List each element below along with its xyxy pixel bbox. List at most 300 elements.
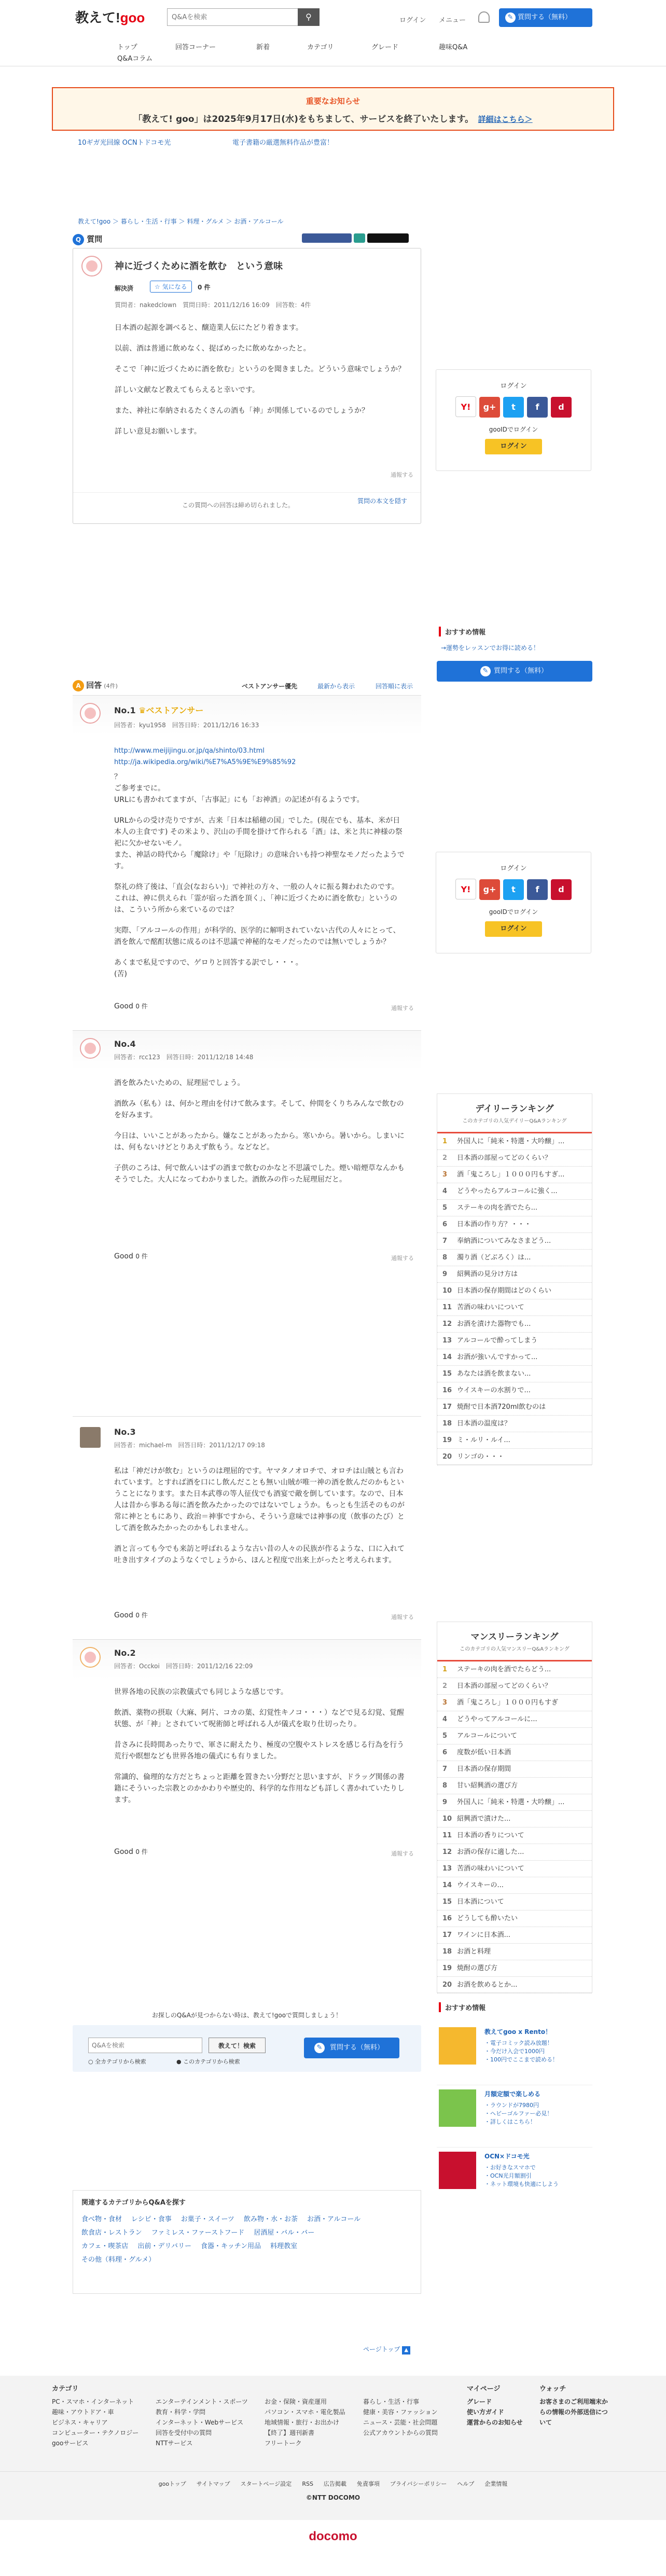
answerer-avatar [80,1038,101,1059]
nav-answer-corner[interactable]: 回答コーナー [175,44,216,51]
answer-paragraph: 常識的、倫理的な方だとちょっと距離を置きたい分野だと思いますが、ドラッグ関係の書籍にそういった宗教とのかかわりや歴史的、科学的な作用なども詳しく書かれていたりします。 [114,1773,405,1804]
answer-paragraph: URLからの受け売りですが、古来「日本は稲穂の国」でした。(現在でも、基本、米が日本人の主食です) その米より、沢山の手間を掛けて作られる「酒」は、米と共に神様の祭祀に欠かせないモノ。 [114,816,403,848]
answer-meta: 回答者：michael-m 回答日時：2011/12/17 09:18 [114,1442,265,1449]
line-share-button[interactable] [354,233,365,243]
footer-bottom-link[interactable]: 免責事項 [356,2481,380,2487]
facebook-login-icon[interactable]: f [527,879,548,900]
rank-number: 10 [442,1815,452,1823]
report-link[interactable]: 通報する [391,1850,414,1857]
ocn-banner [439,2152,476,2189]
ranking-item[interactable] [437,1861,592,1877]
ranking-item[interactable] [437,1316,592,1333]
star-icon: ☆ [155,283,160,290]
rank-number: 9 [442,1270,448,1278]
ranking-item[interactable] [437,1167,592,1183]
good-count: 0 件 [135,1612,148,1619]
notice-detail-link[interactable]: 詳細はこちら＞ [478,115,533,124]
page-top-link[interactable]: ページトップ ▲ [363,2345,410,2355]
ranking-item-label: 酒「鬼ころし」１０００円もすぎ... [457,1171,565,1179]
question-paragraph: また、神社に奉納されるたくさんの酒も「神」が関係しているのでしょうか？ [115,407,369,415]
rank-number: 10 [442,1287,452,1295]
answer-header [73,1640,421,1679]
docomo-login-icon[interactable]: d [551,397,572,418]
category-link[interactable]: お菓子・スイーツ [181,2215,234,2223]
twitter-login-icon[interactable]: t [503,397,524,418]
good-label: Good [114,1848,133,1856]
recommend-heading: おすすめ情報 [439,627,485,636]
footer-category-link[interactable]: 【終了】週刊新書 [265,2429,315,2436]
google-login-icon[interactable]: g+ [479,879,500,900]
login-link[interactable]: ログイン [399,17,426,24]
footer-bottom-link[interactable]: RSS [302,2481,313,2487]
ranking-item[interactable] [437,1960,592,1977]
ranking-item[interactable] [437,1416,592,1432]
login-button[interactable]: ログイン [485,921,542,937]
rank-number: 15 [442,1898,452,1906]
yahoo-login-icon[interactable]: Y! [455,396,476,417]
ranking-item[interactable] [437,1283,592,1299]
rank-number: 5 [442,1204,448,1212]
footer-mypage[interactable]: マイページ [467,2385,501,2393]
ranking-item-label: お酒を漬けた器物でも... [457,1320,531,1328]
ranking-item-label: 苦酒の味わいについて [457,1304,524,1311]
answer-body [114,771,405,989]
question-title: 神に近づくために酒を飲む という意味 [115,261,283,272]
daily-ranking-subtitle: このカテゴリの人気デイリーQ&Aランキング [462,1118,567,1124]
answer-paragraph: あくまで私見ですので、ゲロりと回答する訳でし・・・。 [114,959,303,967]
footer-category-link[interactable]: 教育・科学・学問 [156,2408,206,2416]
ranking-item-label: どうやってアルコールに... [457,1715,537,1723]
footer-category-link[interactable]: フリートーク [265,2440,302,2447]
rank-number: 13 [442,1865,452,1873]
recommend-item-lines: ・ラウンドが7980円 ・ヘビーゴルファー必見！ ・詳しくはこちら！ [484,2102,553,2125]
cta-search-input[interactable] [88,2038,202,2053]
answer-paragraph: 酒飲み（私も）は、何かと理由を付けて飲みます。そして、仲間をくりちみんなで飲むのを好みます。 [114,1100,404,1119]
footer-category-link[interactable]: 地域情報・旅行・お出かけ [265,2419,340,2426]
rank-number: 17 [442,1403,452,1411]
ranking-item-label: ウイスキーの... [457,1881,504,1889]
ranking-item[interactable] [437,1877,592,1894]
category-link[interactable]: その他（料理・グルメ） [81,2256,156,2264]
ranking-item[interactable] [437,1366,592,1382]
rank-number: 7 [442,1237,448,1245]
good-count: 0 件 [135,1003,148,1010]
ranking-item[interactable] [437,1811,592,1827]
answer-paragraph: 私は「神だけが飲む」というのは理屈的です。ヤマタノオロチで、オロチは山賊とも言われています。とすれば酒を口にし飲んだことも無い山賊が唯一神の酒を飲んだのかもということになります。また日本武尊の等人征伐でも酒宴で敵を倒しています。なので、日本人は昔から事ある毎に酒を飲みたかったのではないでしょうか。もっとも生活そのものが常に神とともにあり、政治＝神事ですから、そういう意味では神事の度（飲事のたび）として酒を飲みたかったのかもしれません。 [114,1467,405,1532]
pencil-icon: ✎ [505,12,516,23]
answer-paragraph: 子供のころは、何で飲んいはずの酒まで飲むのかなと不思議でした。煙い暗煙草なんかもそうでした。大人になってわかりました。酒飲みの作った屁理屈だと。 [114,1164,405,1184]
footer-category-link[interactable]: PC・スマホ・インターネット [52,2398,134,2405]
answer-body [114,1686,405,1815]
category-link[interactable]: レシピ・食事 [131,2215,172,2223]
answerer-avatar [80,1647,101,1668]
footer-bottom-link[interactable]: サイトマップ [196,2481,230,2487]
ranking-item[interactable] [437,1695,592,1711]
ranking-item[interactable] [437,1894,592,1910]
search-icon: ⚲ [306,12,312,22]
category-link[interactable]: 飲み物・水・お茶 [243,2215,298,2223]
ranking-item-label: リンゴの・・・ [457,1453,505,1461]
footer-category-link[interactable]: 暮らし・生活・行事 [363,2398,420,2405]
ranking-item[interactable] [437,1794,592,1811]
facebook-login-icon[interactable]: f [527,397,548,418]
good-label: Good [114,1252,133,1261]
footer-bottom-link[interactable]: ヘルプ [457,2481,475,2487]
footer-category-link[interactable]: ビジネス・キャリア [52,2419,108,2426]
rank-number: 2 [442,1154,448,1162]
footer-watch[interactable]: ウォッチ [539,2385,566,2393]
facebook-like-button[interactable] [302,233,352,243]
ranking-item-label: 紹興酒で漬けた... [457,1815,511,1823]
rank-number: 6 [442,1221,448,1228]
rank-number: 19 [442,1964,452,1972]
recommend-item-title: 教えてgoo x Rento！ [484,2028,552,2035]
ranking-item[interactable] [437,1233,592,1250]
footer-category-link[interactable]: 回答を受付中の質問 [156,2429,212,2436]
category-link[interactable]: 飲食店・レストラン [81,2229,142,2237]
rank-number: 12 [442,1320,452,1328]
category-link[interactable]: ファミレス・ファーストフード [151,2229,245,2237]
ranking-item-label: 奉納酒についてみなさまどう... [457,1237,551,1245]
site-footer [0,2376,666,2576]
rank-number: 4 [442,1187,448,1195]
answer-paragraph: 実際、「アルコールの作用」が科学的、医学的に解明されていない古代の人々にとって、酒を飲んで酩酊状態に成るのは不思議で神秘的なモノだったのでは無いでしょうか？ [114,926,400,946]
google-login-icon[interactable]: g+ [479,397,500,418]
footer-category-link[interactable]: エンターテインメント・スポーツ [156,2398,248,2405]
rank-number: 17 [442,1931,452,1939]
question-meta: 質問者：nakedclown 質問日時：2011/12/16 16:09 回答数：4件 [115,301,311,309]
ranking-item[interactable] [437,1711,592,1728]
x-post-button[interactable] [367,233,409,243]
ranking-item[interactable] [437,1927,592,1944]
ranking-item[interactable] [437,1449,592,1465]
ranking-item[interactable] [437,1678,592,1695]
good-button[interactable] [114,1252,148,1261]
ranking-item-label: 日本酒の香りについて [457,1832,524,1839]
ranking-item[interactable] [437,1133,592,1150]
ranking-item[interactable] [437,1216,592,1233]
ranking-item[interactable] [437,1761,592,1778]
goo-id-login-label: gooIDでログイン [489,908,538,916]
breadcrumb[interactable]: 教えて!goo ＞ 暮らし・生活・行事 ＞ 料理・グルメ ＞ お酒・アルコール [78,218,284,225]
ranking-item[interactable] [437,1399,592,1416]
ranking-item-label: 日本酒の保存期間 [457,1765,511,1773]
question-heading: Q 質問 [73,233,102,245]
sort-newest[interactable]: 最新から表示 [317,683,355,690]
related-categories [73,2190,421,2294]
ranking-item-label: 日本酒の作り方？・・・ [457,1221,532,1228]
favorite-count: 0 件 [198,284,211,291]
question-body [115,322,405,447]
answer-item [73,1416,421,1629]
ranking-item-label: 濁り酒（どぶろく）は... [457,1254,531,1262]
sidebar-ask-button[interactable]: ✎ 質問する（無料） [437,661,592,682]
ranking-item[interactable] [437,1977,592,1993]
ask-question-button[interactable]: ✎ 質問する（無料） [499,8,592,27]
ranking-item-label: どうやったらアルコールに強く... [457,1187,558,1195]
ranking-item-label: 日本酒の部屋ってどのくらい？ [457,1154,552,1162]
rank-number: 3 [442,1171,448,1179]
recommend-item[interactable] [437,2023,592,2085]
good-label: Good [114,1611,133,1619]
good-button[interactable] [114,1002,148,1010]
answer-paragraph: 昔さみに長時間あったりで、軍さに耐えたり、極度の空腹やストレスを感じる行為を行う荒行や瞑想なども世界各地の儀式にも有りました。 [114,1741,405,1761]
ranking-item[interactable] [437,1250,592,1266]
recommend-item[interactable] [437,2148,592,2210]
footer-link[interactable]: 使い方ガイド [467,2408,504,2416]
ranking-item[interactable] [437,1744,592,1761]
ad-link-1[interactable]: 10ギガ光回線 OCNトドコモ光 [78,139,171,147]
report-link[interactable]: 通報する [391,1614,414,1621]
report-link[interactable]: 通報する [391,1005,414,1012]
good-button[interactable] [114,1847,148,1856]
answer-reference-link[interactable]: http://ja.wikipedia.org/wiki/%E7%A5%9E%E9%85%92 [114,758,296,766]
answer-paragraph: 酒を飲みたいための、屁理屈でしょう。 [114,1079,245,1087]
footer-category-link[interactable]: インターネット・Webサービス [156,2419,244,2426]
categories-title: 関連するカテゴリからQ&Aを探す [81,2199,186,2207]
category-link[interactable]: お酒・アルコール [307,2215,361,2223]
resolved-badge: 解決済 [115,285,134,292]
rank-number: 1 [442,1666,448,1673]
crown-icon: ♛ [138,705,146,715]
ranking-item-label: アルコールで酔ってしまう [457,1337,538,1345]
ranking-item-label: 甘い紹興酒の選び方 [457,1782,518,1790]
ranking-item[interactable] [437,1778,592,1794]
ranking-item-label: 外国人に「純米・特選・大吟醸」... [457,1798,565,1806]
footer-bottom-link[interactable]: 広告掲載 [323,2481,346,2487]
ranking-item-label: ウイスキーの水割りで... [457,1387,531,1394]
login-title: ログイン [500,865,527,872]
recommend-item-lines: ・電子コミック読み放題！ ・今だけ入会で1000円 ・100円でここまで読める！ [484,2040,558,2063]
answer-paragraph: 飲酒、薬物の摂取（大麻、阿片、コカの葉、幻覚性キノコ・・・）などで見る幻覚、覚醒状態、が「神」とされていて呪術師と呼ばれる人が儀式を取り仕切ったり。 [114,1709,405,1728]
docomo-login-icon[interactable]: d [551,879,572,900]
scope-all-radio[interactable]: ○ 全カテゴリから検索 [88,2058,146,2065]
good-label: Good [114,1002,133,1010]
monthly-ranking-subtitle: このカテゴリの人気マンスリーQ&Aランキング [460,1646,570,1652]
favorite-button[interactable]: ☆ 気になる [150,281,192,293]
daily-ranking-title: デイリーランキング [475,1104,554,1114]
yahoo-login-icon[interactable]: Y! [455,879,476,899]
ranking-item[interactable] [437,1183,592,1200]
cta-search-button[interactable]: 教えて！検索 [209,2038,266,2053]
nav-grade[interactable]: グレード [371,44,399,51]
nav-top[interactable]: トップ [117,44,137,51]
global-nav [0,35,666,66]
rank-number: 11 [442,1304,452,1311]
ad-link-2[interactable]: 電子書籍の厳選無料作品が豊富！ [232,139,334,147]
rank-number: 20 [442,1453,452,1461]
best-answer-badge: ベストアンサー [146,705,204,715]
pencil-icon: ✎ [480,666,491,676]
scope-category-radio[interactable]: ● このカテゴリから検索 [176,2058,240,2065]
answer-header [73,1031,421,1070]
footer-external-info[interactable]: お客さまのご利用端末からの情報の外部送信について [539,2398,608,2426]
ranking-item[interactable] [437,1349,592,1366]
footer-category-link[interactable]: 健康・美容・ファッション [363,2408,438,2416]
answer-paragraph: ？ [114,773,121,781]
recommend-link[interactable]: →運勢をレッスンでお得に読める！ [441,644,539,652]
rank-number: 13 [442,1337,452,1345]
good-count: 0 件 [135,1848,148,1855]
nav-hobby-qa[interactable]: 趣味Q&A [439,44,468,51]
ranking-item-label: ステーキの肉を酒でたら... [457,1204,538,1212]
sort-best[interactable]: ベストアンサー優先 [242,683,298,690]
hide-question-link[interactable]: 質問の本文を隠す [357,497,408,505]
goo-id-login-label: gooIDでログイン [489,426,538,433]
question-paragraph: 詳しい意見お願いします。 [115,427,201,436]
ranking-item-label: お酒を飲めるとか... [457,1981,518,1989]
ranking-item-label: 焼酎の選び方 [457,1964,498,1972]
footer-category-link[interactable]: gooサービス [52,2440,89,2447]
ranking-item[interactable] [437,1910,592,1927]
ranking-item-label: アルコールについて [457,1732,517,1740]
footer-category-link[interactable]: ニュース・芸能・社会問題 [363,2419,438,2426]
rank-number: 14 [442,1353,452,1361]
answer-number: No.1 [114,705,136,715]
answers-label: 回答 [86,681,102,690]
ranking-item[interactable] [437,1728,592,1744]
category-link[interactable]: 料理教室 [270,2242,298,2250]
answer-paragraph: 祭礼の終了後は、「直会(なおらい)」で神社の方々、一般の人々に振る舞われたのです。これは、神に供えられ「霊が宿った酒を頂く」、「神に近づくために酒を飲む」というのは、こういう所から来ているのでは？ [114,883,399,914]
ask-cta-text: お探しのQ&Aが見つからない時は、教えて!gooで質問しましょう！ [151,2012,342,2019]
bell-icon[interactable] [478,11,490,23]
menu-link[interactable]: メニュー [439,17,466,24]
recommend-list [437,2023,592,2210]
notice-body: 「教えて! goo」は2025年9月17日(水)をもちまして、サービスを終了いたします。 [133,114,469,124]
rank-number: 18 [442,1948,452,1956]
answerer-avatar [80,703,101,724]
ranking-item[interactable] [437,1844,592,1861]
ranking-item-label: 焼酎で日本酒720ml飲むのは [457,1403,546,1411]
footer-link[interactable]: グレード [467,2398,492,2405]
answer-number: No.3 [114,1427,136,1437]
footer-link[interactable]: 運営からのお知らせ [467,2419,523,2426]
answer-number: No.2 [114,1648,136,1658]
ranking-item[interactable] [437,1200,592,1216]
ranking-item[interactable] [437,1432,592,1449]
footer-category-title: カテゴリ [52,2385,79,2393]
question-paragraph: そこで「神に近づくために酒を飲む」というのを聞きました。どういう意味でしょうか？ [115,365,405,373]
answer-paragraph: (苦) [114,970,127,978]
ranking-item-label: 苦酒の味わいについて [457,1865,524,1873]
goo-logo[interactable]: 教えて!goo [75,10,145,25]
ranking-item-label: どうしても酔いたい [457,1915,518,1922]
closed-notice: この質問への回答は締め切られました。 [182,502,295,509]
ranking-item-label: ミ・ルリ・ルイ... [457,1436,510,1444]
ranking-item[interactable] [437,1944,592,1960]
answer-reference-link[interactable]: http://www.meijijingu.or.jp/qa/shinto/03.html [114,747,265,755]
rank-number: 11 [442,1832,452,1839]
arrow-up-icon: ▲ [402,2346,410,2355]
category-link[interactable]: 食器・キッチン用品 [200,2242,261,2250]
answer-item [73,1639,421,1867]
sort-order[interactable]: 回答順に表示 [376,683,413,690]
login-button[interactable]: ログイン [485,439,542,454]
answer-item [73,695,421,1017]
report-link[interactable]: 通報する [391,472,413,478]
answer-body [114,1077,405,1195]
footer-category-link[interactable]: NTTサービス [156,2440,193,2447]
search-box [167,8,306,26]
ranking-item-label: お酒が強いんですかって... [457,1353,538,1361]
answers-count: (4件) [104,683,118,689]
question-paragraph: 以前、酒は普通に飲めなく、捉ばめったに飲めなかったと。 [115,344,311,353]
answer-meta: 回答者：Occkoi 回答日時：2011/12/16 22:09 [114,1663,253,1670]
ranking-item-label: あなたは酒を飲まない... [457,1370,531,1378]
answer-paragraph: 今日は、いいことがあったから。嫌なことがあったから。寒いから。暑いから。しまいには、何もないけどとりあえず飲もう。などなど。 [114,1132,405,1152]
report-link[interactable]: 通報する [391,1255,414,1262]
answer-paragraph: 世界各地の民族の宗教儀式でも同じような感じです。 [114,1688,288,1696]
footer-category-link[interactable]: お金・保険・資産運用 [265,2398,327,2405]
good-count: 0 件 [135,1253,148,1260]
rank-number: 19 [442,1436,452,1444]
category-link[interactable]: 食べ物・食材 [81,2215,122,2223]
footer-bottom-link[interactable]: 企業情報 [484,2481,508,2487]
category-link[interactable]: 居酒屋・バル・バー [254,2229,315,2237]
search-input[interactable] [168,9,286,25]
answer-item [73,1030,421,1279]
footer-category-link[interactable]: コンピューター・テクノロジー [52,2429,139,2436]
copyright: ©NTT DOCOMO [306,2494,360,2501]
answer-paragraph: URLにも書かれてますが、「古事記」にも「お神酒」の記述が有るようです。 [114,796,364,804]
twitter-login-icon[interactable]: t [503,879,524,900]
ranking-item-label: お酒の保存に適した... [457,1848,524,1856]
rank-number: 4 [442,1715,448,1723]
rank-number: 18 [442,1420,452,1428]
ranking-item-label: 日本酒の部屋ってどのくらい？ [457,1682,552,1690]
ranking-item-label: 日本酒の温度は？ [457,1420,511,1428]
rank-number: 14 [442,1881,452,1889]
ranking-item[interactable] [437,1150,592,1167]
answer-paragraph: また、神話の時代から「魔除け」や「厄除け」の意味合いも持つ神聖なモノだったようです。 [114,851,405,870]
footer-bottom-link[interactable]: スタートページ設定 [240,2481,292,2487]
docomo-logo[interactable]: docomo [309,2529,357,2543]
recommend-item-lines: ・お好きなスマホで ・OCN光月額割引 ・ネット環境も快適にしよう [484,2164,559,2187]
rank-number: 16 [442,1387,452,1394]
cta-ask-button[interactable]: ✎ 質問する（無料） [304,2038,399,2058]
good-button[interactable] [114,1611,148,1619]
footer-bottom-link[interactable]: プライバシーポリシー [390,2481,447,2487]
category-link[interactable]: 出前・デリバリー [137,2242,191,2250]
nav-new[interactable]: 新着 [256,44,270,51]
footer-category-link[interactable]: 公式アカウントからの質問 [363,2429,438,2436]
ranking-item[interactable] [437,1299,592,1316]
answer-mark-icon: A [73,680,84,691]
footer-category-link[interactable]: パソコン・スマホ・電化製品 [265,2408,345,2416]
ranking-item-label: 紹興酒の見分け方は [457,1270,518,1278]
search-button[interactable] [298,8,320,26]
answer-meta: 回答者：rcc123 回答日時：2011/12/18 14:48 [114,1054,254,1061]
ranking-item[interactable] [437,1382,592,1399]
footer-bottom-link[interactable]: gooトップ [158,2481,186,2487]
site-header [0,0,666,35]
ranking-item-label: 度数が低い日本酒 [457,1749,511,1756]
ask-cta-box [73,2025,421,2072]
ranking-item[interactable] [437,1333,592,1349]
answer-body [114,1465,405,1575]
daily-ranking [437,1093,592,1465]
ranking-item[interactable] [437,1827,592,1844]
ranking-item[interactable] [437,1661,592,1678]
category-link[interactable]: カフェ・喫茶店 [81,2242,129,2250]
footer-category-link[interactable]: 趣味・アウトドア・車 [52,2408,114,2416]
recommend-item[interactable] [437,2085,592,2148]
service-end-notice [52,87,614,131]
rank-number: 15 [442,1370,452,1378]
ranking-item[interactable] [437,1266,592,1283]
nav-category[interactable]: カテゴリ [307,44,334,51]
nav-column[interactable]: Q&Aコラム [117,55,153,63]
